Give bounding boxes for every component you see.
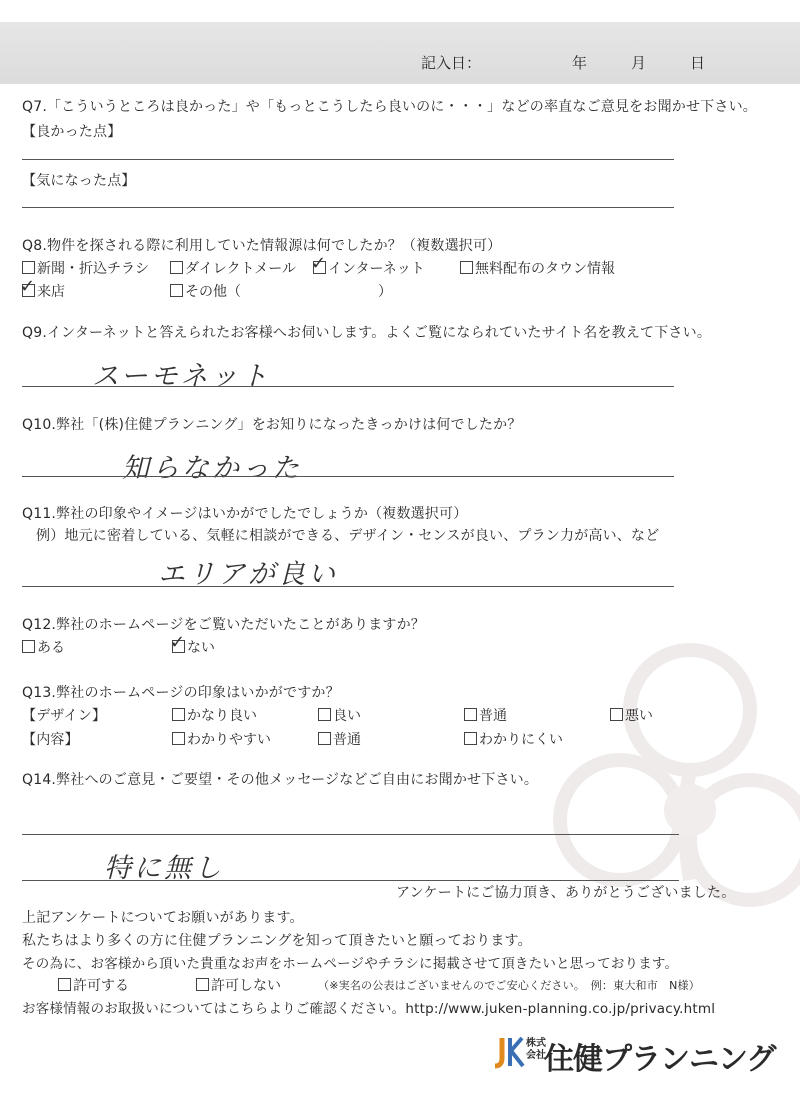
q13-design-average[interactable]: 普通	[464, 705, 507, 725]
check-mark-icon: ✓	[170, 632, 186, 653]
q9-answer-handwritten: スーモネット	[92, 361, 271, 392]
checkbox[interactable]	[464, 708, 477, 721]
q7-good-label: 【良かった点】	[22, 124, 122, 140]
q9-question: Q9.インターネットと答えられたお客様へお伺いします。よくご覧になられていたサイト名を教えて下さい。	[22, 325, 712, 341]
logo-company-name: 住健プランニング	[544, 1042, 776, 1077]
header-band	[0, 22, 800, 84]
checkbox[interactable]	[318, 708, 331, 721]
checkbox[interactable]	[58, 978, 71, 991]
q9-answer-line[interactable]	[22, 386, 674, 387]
q7-concern-label: 【気になった点】	[22, 173, 136, 189]
request-intro: 上記アンケートについてお願いがあります。	[22, 910, 304, 926]
q11-question: Q11.弊社の印象やイメージはいかがでしたでしょうか（複数選択可）	[22, 506, 468, 522]
checkbox[interactable]	[318, 732, 331, 745]
q10-question: Q10.弊社「(株)住健プランニング」をお知りになったきっかけは何でしたか？	[22, 417, 522, 433]
permit-option[interactable]: 許可する	[58, 975, 129, 995]
q8-option-other[interactable]: その他（	[170, 281, 241, 301]
deny-option[interactable]: 許可しない	[196, 975, 281, 995]
q13-design-bad[interactable]: 悪い	[610, 705, 653, 725]
q13-content-label: 【内容】	[22, 732, 79, 748]
q14-answer-line-1[interactable]	[22, 834, 679, 835]
q13-design-label: 【デザイン】	[22, 708, 107, 724]
q14-answer-line-2[interactable]	[22, 880, 679, 881]
q13-design-good[interactable]: 良い	[318, 705, 361, 725]
q12-question: Q12.弊社のホームページをご覧いただいたことがありますか？	[22, 617, 426, 633]
q12-option-yes[interactable]: ある	[22, 637, 65, 657]
request-line-1: 私たちはより多くの方に住健プランニングを知って頂きたいと願っております。	[22, 933, 532, 949]
q8-option-visit[interactable]: ✓ 来店	[20, 276, 65, 300]
date-day: 日	[690, 54, 706, 72]
date-label: 記入日：	[421, 54, 482, 72]
q8-option-newspaper[interactable]: 新聞・折込チラシ	[22, 258, 149, 278]
checkbox[interactable]	[170, 284, 183, 297]
q10-answer-line[interactable]	[22, 476, 674, 477]
checkbox-checked[interactable]	[20, 276, 36, 297]
company-logo	[492, 1032, 782, 1076]
q14-question: Q14.弊社へのご意見・ご要望・その他メッセージなどご自由にお聞かせ下さい。	[22, 772, 539, 788]
jk-logo-icon	[492, 1034, 526, 1074]
q8-option-town-info[interactable]: 無料配布のタウン情報	[460, 258, 615, 278]
date-month: 月	[631, 54, 647, 72]
checkbox-checked[interactable]	[311, 253, 327, 274]
logo-kabushiki: 株式会社	[526, 1038, 546, 1061]
request-line-2: その為に、お客様から頂いた貴重なお声をホームページやチラシに掲載させて頂きたいと思っております。	[22, 956, 679, 972]
q7-good-answer-line[interactable]	[22, 159, 674, 160]
checkbox-checked[interactable]	[170, 632, 186, 653]
q13-content-clear[interactable]: わかりやすい	[172, 729, 271, 749]
checkbox[interactable]	[172, 708, 185, 721]
privacy-line: お客様情報のお取扱いについてはこちらよりご確認ください。http://www.juken-planning.co.jp/privacy.html	[22, 1001, 716, 1017]
checkbox[interactable]	[460, 261, 473, 274]
checkbox[interactable]	[196, 978, 209, 991]
check-mark-icon: ✓	[20, 276, 36, 297]
checkbox[interactable]	[170, 261, 183, 274]
check-mark-icon: ✓	[311, 253, 327, 274]
q7-question: Q7.「こういうところは良かった」や「もっとこうしたら良いのに・・・」などの率直なご意見をお聞かせ下さい。	[22, 99, 757, 115]
checkbox[interactable]	[22, 640, 35, 653]
anonymity-note: （※実名の公表はございませんのでご安心ください。 例：東大和市 N様）	[318, 979, 700, 992]
q12-option-no[interactable]: ✓ ない	[170, 632, 215, 656]
checkbox[interactable]	[464, 732, 477, 745]
q11-answer-line[interactable]	[22, 586, 674, 587]
q11-example: 例）地元に密着している、気軽に相談ができる、デザイン・センスが良い、プラン力が高い、など	[36, 528, 660, 544]
q13-design-very-good[interactable]: かなり良い	[172, 705, 257, 725]
q8-option-direct-mail[interactable]: ダイレクトメール	[170, 258, 296, 278]
q11-answer-handwritten: エリアが良い	[158, 559, 338, 590]
q13-content-average[interactable]: 普通	[318, 729, 361, 749]
q8-question: Q8.物件を探される際に利用していた情報源は何でしたか？（複数選択可）	[22, 238, 502, 254]
q14-answer-handwritten: 特に無し	[104, 853, 224, 884]
checkbox[interactable]	[172, 732, 185, 745]
checkbox[interactable]	[22, 261, 35, 274]
thanks-message: アンケートにご協力頂き、ありがとうございました。	[396, 885, 736, 901]
q10-answer-handwritten: 知らなかった	[122, 453, 302, 484]
q13-question: Q13.弊社のホームページの印象はいかがですか？	[22, 685, 340, 701]
date-year: 年	[572, 54, 588, 72]
checkbox[interactable]	[610, 708, 623, 721]
q8-option-internet[interactable]: ✓ インターネット	[311, 253, 425, 277]
q8-other-close: ）	[378, 284, 393, 300]
q7-concern-answer-line[interactable]	[22, 207, 674, 208]
q13-content-unclear[interactable]: わかりにくい	[464, 729, 563, 749]
